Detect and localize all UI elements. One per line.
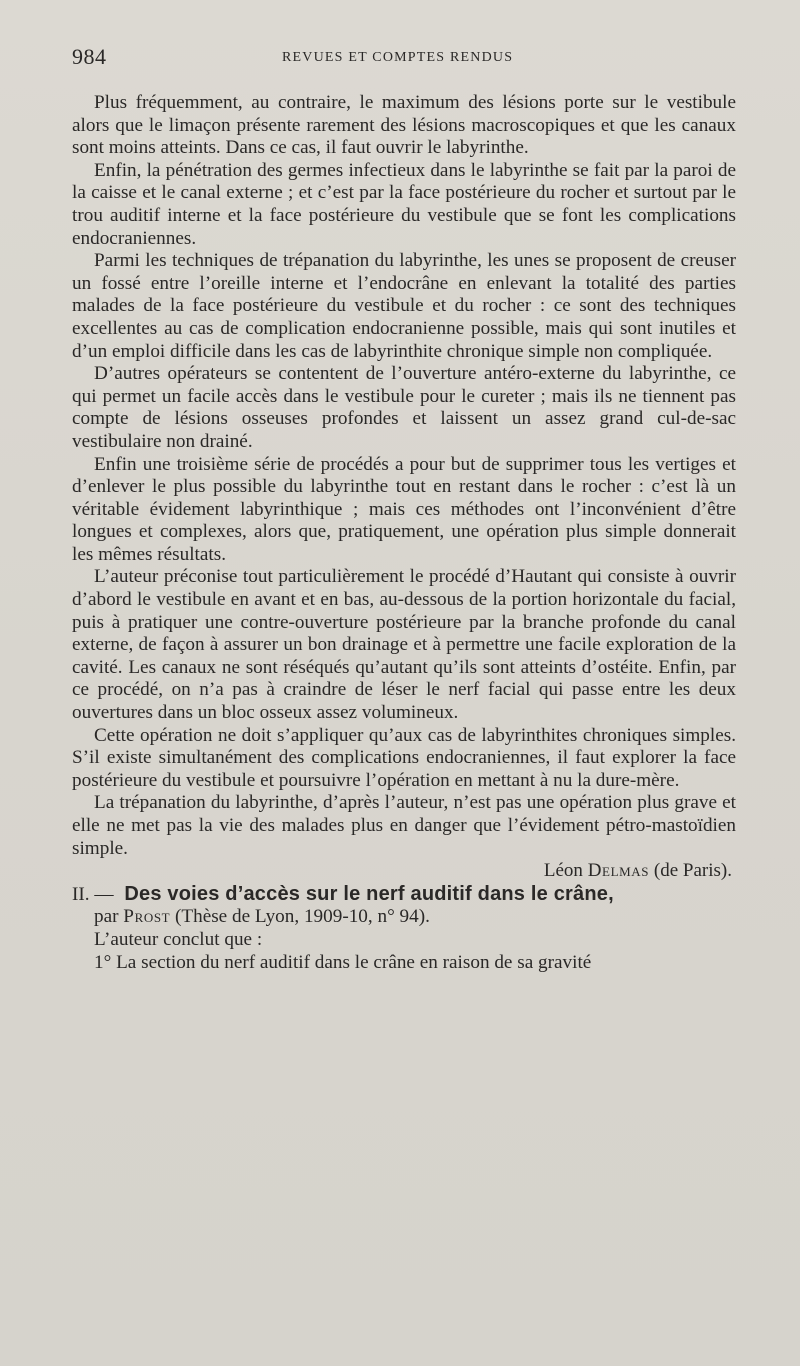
signature-surname: Delmas (587, 860, 650, 882)
section-heading (72, 883, 736, 907)
section-reference: (Thèse de Lyon, 1909-10, n° 94). (175, 906, 430, 928)
paragraph: La trépanation du labyrinthe, d’après l’auteur, n’est pas une opération plus grave et elle ne met pas la vie des malades plus en danger que l’évidement pétro-mastoïdien simple. (72, 792, 736, 859)
review-signature (72, 860, 736, 883)
paragraph: D’autres opérateurs se contentent de l’ouverture antéro-externe du labyrinthe, ce qui permet un facile accès dans le vestibule pour le cureter ; mais ils ne tiennent pas compte de lésions osseuses profondes et laissent un assez grand cul-de-sac vestibulaire non drainé. (72, 363, 736, 452)
page-number: 984 (72, 44, 107, 69)
paragraph: Enfin une troisième série de procédés a pour but de supprimer tous les vertiges et d’enlever le plus possible du labyrinthe tout en restant dans le rocher : c’est là un véritable évidement labyrinthique ; mais ces méthodes ont l’inconvénient d’être longues et complexes, alors que, pratiquement, une opération plus simple donnerait les mêmes résultats. (72, 453, 736, 565)
page-header (72, 44, 732, 70)
byline-prefix: par (94, 906, 119, 928)
paragraph: L’auteur préconise tout particulièrement le procédé d’Hautant qui consiste à ouvrir d’abord le vestibule en avant et en bas, au-dessous de la portion horizontale du facial, puis à pratiquer une contre-ouverture postérieure par la branche profonde du canal externe, de façon à assurer un bon drainage et à permettre une facile exploration de la cavité. Les canaux ne sont réséqués qu’autant qu’ils sont atteints d’ostéite. Enfin, par ce procédé, on n’a pas à craindre de léser le nerf facial qui passe entre les deux ouvertures dans un bloc osseux assez volumineux. (72, 566, 736, 724)
running-title: REVUES ET COMPTES RENDUS (282, 50, 514, 65)
paragraph: Enfin, la pénétration des germes infectieux dans le labyrinthe se fait par la paroi de la caisse et le canal externe ; et c’est par la face postérieure du rocher et surtout par le trou auditif interne et la face postérieure du vestibule que se font les complications endocraniennes. (72, 159, 736, 249)
signature-place: (de Paris). (653, 860, 732, 882)
section-title: Des voies d’accès sur le nerf auditif dans le crâne, (124, 882, 614, 905)
paragraph: Cette opération ne doit s’appliquer qu’aux cas de labyrinthites chroniques simples. S’il existe simultanément des complications endocraniennes, il faut explorer la face postérieure du vestibule et poursuivre l’opération en mettant à nu la dure-mère. (72, 724, 736, 791)
section-author: Prost (123, 906, 171, 928)
conclusion-intro: L’auteur conclut que : (94, 928, 263, 950)
conclusion-item: 1° La section du nerf auditif dans le crâne en raison de sa gravité (94, 951, 592, 973)
paragraph: Parmi les techniques de trépanation du labyrinthe, les unes se proposent de creuser un fossé entre l’oreille interne et l’endocrâne en enlevant la totalité des parties malades de la face postérieure du vestibule et du rocher : ce sont des techniques excellentes au cas de complication endocranienne possible, mais qui sont inutiles et d’un emploi difficile dans les cas de labyrinthite chronique simple non compliquée. (72, 250, 736, 362)
paragraph: Plus fréquemment, au contraire, le maximum des lésions porte sur le vestibule alors que le limaçon présente rarement des lésions macroscopiques et que les canaux sont moins atteints. Dans ce cas, il faut ouvrir le labyrinthe. (72, 92, 736, 159)
section-byline (72, 906, 736, 929)
article-body (72, 92, 736, 974)
signature-first-name: Léon (543, 860, 583, 882)
section-numeral: II. — (72, 883, 114, 905)
